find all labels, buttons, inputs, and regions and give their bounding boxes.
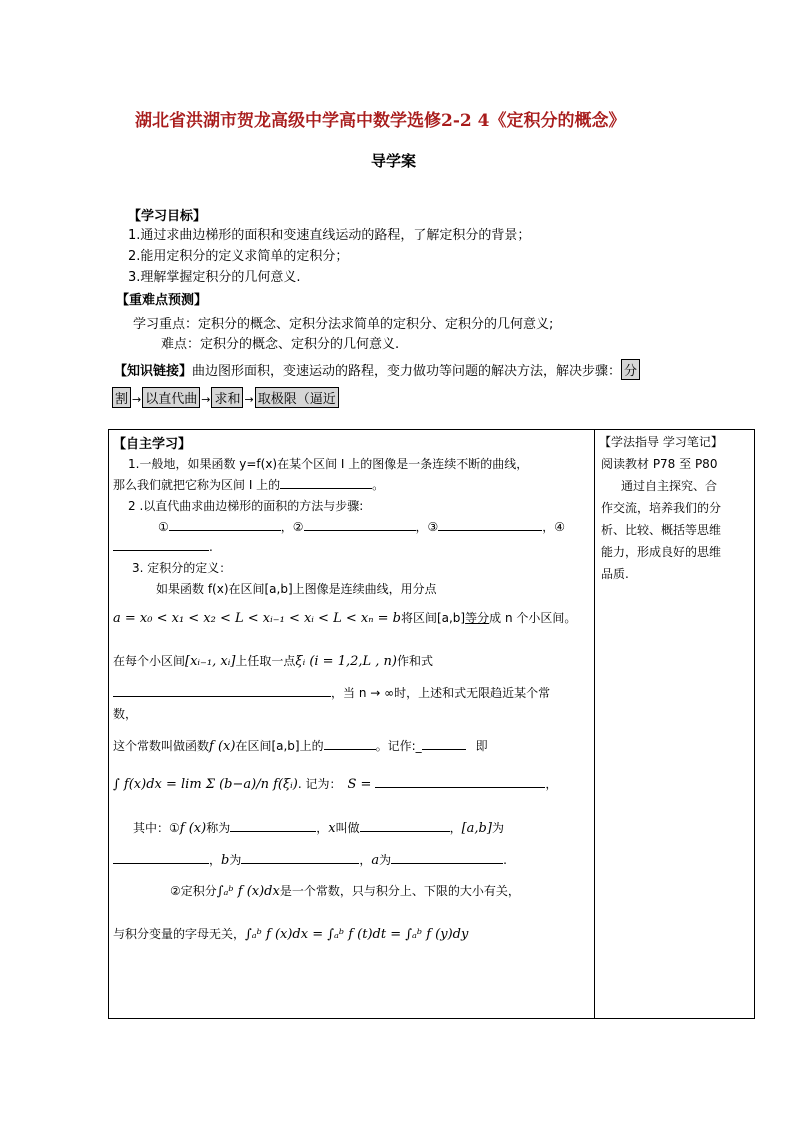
arrow-icon: → (244, 393, 254, 406)
fill-blank[interactable] (391, 851, 503, 864)
paragraph-text: ， (209, 853, 222, 867)
limit-line (113, 684, 550, 701)
circle-label: ，③ (415, 520, 439, 534)
fill-blank[interactable] (113, 538, 209, 551)
circle-label: ，② (280, 520, 304, 534)
sidebar-heading: 【学法指导 学习笔记】 (599, 435, 723, 449)
period: . (503, 853, 507, 867)
b-formula: b (221, 853, 230, 868)
fill-blank[interactable] (324, 737, 376, 750)
fill-blank[interactable] (169, 518, 281, 531)
step-box: 分 (621, 359, 640, 380)
steps-blanks-cont (113, 538, 213, 554)
paragraph-text: 为 (229, 853, 242, 867)
paragraph-text: 这个常数叫做函数 (113, 739, 210, 753)
circle-label: ，④ (542, 520, 566, 534)
partition-formula: a = x₀ < x₁ < x₂ < L < xᵢ₋₁ < xᵢ < L < xₙ = b (113, 611, 401, 626)
paragraph-text: ， (449, 821, 462, 835)
paragraph-text: 。记作:_ (375, 739, 422, 753)
paragraph-text: 其中：① (133, 821, 180, 835)
paragraph: 1.一般地，如果函数 y=f(x)在某个区间 I 上的图像是一条连续不断的曲线， (128, 457, 529, 471)
knowledge-text: 曲边图形面积，变速运动的路程，变力做功等问题的解决方法，解决步骤： (192, 364, 622, 379)
knowledge-heading: 【知识链接】 (114, 364, 193, 379)
period: . (209, 540, 213, 554)
goal-item: 1.通过求曲边梯形的面积和变速直线运动的路程，了解定积分的背景； (128, 228, 531, 243)
paragraph-text: 。 (372, 478, 385, 492)
knowledge-line (114, 359, 640, 380)
paragraph-text: ， (359, 853, 372, 867)
fill-blank[interactable] (241, 851, 359, 864)
paragraph-text: 成 n 个小区间。 (489, 611, 577, 625)
goal-item: 2.能用定积分的定义求简单的定积分； (128, 249, 349, 264)
arrow-icon: → (132, 393, 142, 406)
fill-blank[interactable] (280, 476, 372, 489)
paragraph-text: 即 (475, 739, 488, 753)
paragraph-text: 那么我们就把它称为区间 I 上的 (113, 478, 281, 492)
fill-blank[interactable] (375, 775, 545, 788)
fill-blank[interactable] (113, 851, 209, 864)
paragraph-text: 上任取一点 (235, 654, 296, 668)
paragraph-text: ，当 n → ∞时，上述和式无限趋近某个常 (331, 686, 551, 700)
paragraph-text: ， (316, 821, 329, 835)
integral-formula: ∫ f(x)dx = lim Σ (b−a)/n f(ξᵢ) (113, 777, 298, 792)
integral-def-line (113, 773, 557, 792)
paragraph-text: 作和式 (396, 654, 433, 668)
difficulty-text: 难点：定积分的概念、定积分的几何意义. (161, 337, 400, 352)
paragraph (113, 476, 384, 493)
page-subtitle: 导学案 (371, 152, 417, 170)
interval-formula: [xᵢ₋₁, xᵢ] (185, 654, 236, 669)
paragraph-text: 将区间[a,b] (400, 611, 466, 625)
paragraph-text: 在每个小区间 (113, 654, 186, 668)
integral-ab-formula: ∫ₐᵇ f (x)dx (216, 884, 280, 899)
focus-text: 学习重点：定积分的概念、定积分法求简单的定积分、定积分的几何意义; (133, 317, 554, 332)
sidebar-line: 析、比较、概括等思维 (601, 523, 722, 537)
fill-blank[interactable] (422, 737, 466, 750)
paragraph-text: 与积分变量的字母无关， (113, 927, 246, 941)
partition-line (113, 607, 576, 626)
sidebar-line: 阅读教材 P78 至 P80 (601, 457, 718, 471)
ab-formula: [a,b] (461, 821, 492, 836)
integral-equal-formula: ∫ₐᵇ f (x)dx = ∫ₐᵇ f (t)dt = ∫ₐᵇ f (y)dy (245, 927, 469, 942)
where-line (133, 817, 504, 836)
fill-blank[interactable] (230, 819, 316, 832)
paragraph: 3. 定积分的定义： (132, 561, 232, 575)
fx-formula: f (x) (179, 821, 207, 836)
paragraph-text: 是一个常数，只与积分上、下限的大小有关， (279, 884, 520, 898)
paragraph-text: 在区间[a,b]上的 (235, 739, 324, 753)
x-formula: x (328, 821, 336, 836)
fill-blank[interactable] (113, 684, 331, 697)
paragraph-text: 为 (379, 853, 392, 867)
third-point-line (113, 923, 468, 942)
fill-blank[interactable] (438, 518, 542, 531)
subinterval-line (113, 650, 433, 669)
paragraph: 如果函数 f(x)在区间[a,b]上图像是连续曲线，用分点 (156, 582, 437, 596)
paragraph-text: ， (545, 777, 558, 791)
paragraph-text: 称为 (206, 821, 231, 835)
xi-formula: ξᵢ (i = 1,2,L , n) (295, 654, 397, 669)
paragraph-text: 为 (491, 821, 504, 835)
sidebar-line: 通过自主探究、合 (621, 479, 718, 493)
paragraph: 2 .以直代曲求曲边梯形的面积的方法与步骤: (128, 499, 364, 513)
goals-heading: 【学习目标】 (128, 209, 207, 224)
sidebar-line: 作交流，培养我们的分 (601, 501, 722, 515)
self-study-heading: 【自主学习】 (113, 437, 192, 452)
steps-row (112, 387, 339, 408)
paragraph-text: . 记为： (297, 777, 342, 791)
sidebar-line: 品质. (601, 567, 629, 581)
step-box: 以直代曲 (142, 387, 200, 408)
where-line-2 (113, 849, 507, 868)
arrow-icon: → (201, 393, 211, 406)
s-formula: S = (347, 777, 372, 792)
second-point-line (170, 880, 520, 899)
sidebar-line: 能力，形成良好的思维 (601, 545, 722, 559)
a-formula: a (371, 853, 380, 868)
step-box: 求和 (211, 387, 243, 408)
fx-formula: f (x) (209, 739, 236, 754)
constant-line (113, 735, 488, 754)
keypoints-heading: 【重难点预测】 (116, 293, 208, 308)
step-box: 取极限（逼近 (255, 387, 339, 408)
fill-blank[interactable] (360, 819, 450, 832)
page-title: 湖北省洪湖市贺龙高级中学高中数学选修2-2 4《定积分的概念》 (135, 111, 626, 131)
paragraph-text: 等分 (465, 611, 490, 625)
step-box: 割 (112, 387, 131, 408)
paragraph-text: ②定积分 (170, 884, 217, 898)
paragraph-text: 叫做 (335, 821, 360, 835)
circle-label: ① (158, 520, 169, 534)
steps-blanks (158, 518, 565, 535)
goal-item: 3.理解掌握定积分的几何意义. (128, 270, 301, 285)
table-divider (594, 429, 595, 1018)
paragraph: 数， (113, 707, 138, 721)
fill-blank[interactable] (304, 518, 416, 531)
